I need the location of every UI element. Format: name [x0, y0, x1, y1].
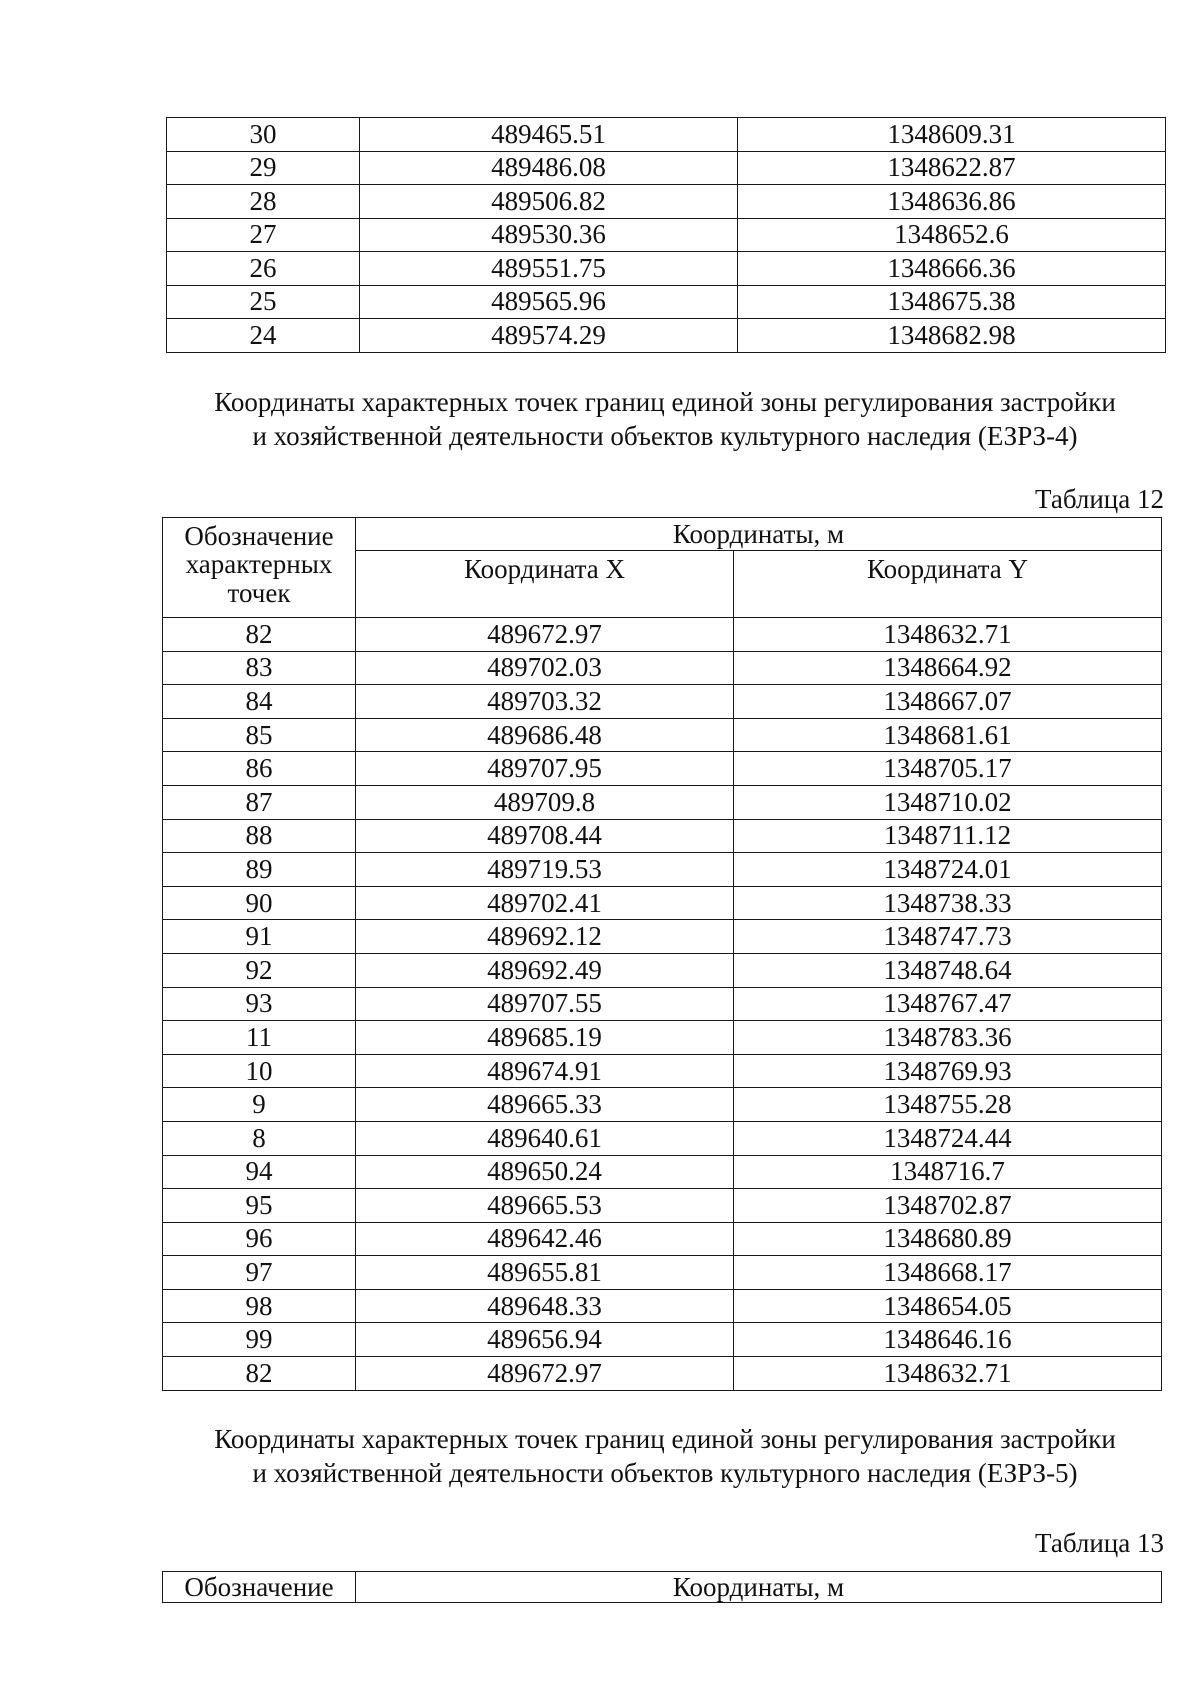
header-row — [163, 518, 1162, 551]
header-coord-x: Координата X — [356, 551, 734, 618]
header-designation: Обозначение — [163, 1572, 356, 1603]
coord-x-cell: 489655.81 — [356, 1256, 734, 1290]
table-row — [163, 1054, 1162, 1088]
header-coordinates: Координаты, м — [356, 1572, 1162, 1603]
coord-x-cell: 489709.8 — [356, 785, 734, 819]
ezrz4-caption — [160, 385, 1170, 453]
coord-y-cell: 1348646.16 — [734, 1323, 1162, 1357]
coord-y-cell: 1348724.01 — [734, 853, 1162, 887]
point-id-cell: 99 — [163, 1323, 356, 1357]
table-row — [163, 618, 1162, 652]
coord-x-cell: 489665.33 — [356, 1088, 734, 1122]
table-row — [163, 1357, 1162, 1391]
point-id-cell: 84 — [163, 685, 356, 719]
table-row — [163, 651, 1162, 685]
point-id-cell: 86 — [163, 752, 356, 786]
ezrz4-coordinates-table — [162, 517, 1162, 1391]
ezrz4-caption-line1: Координаты характерных точек границ единой зоны регулирования застройки — [214, 387, 1116, 417]
coord-y-cell: 1348636.86 — [738, 185, 1166, 219]
coord-x-cell: 489692.49 — [356, 953, 734, 987]
table-row — [163, 1155, 1162, 1189]
coord-x-cell: 489703.32 — [356, 685, 734, 719]
table-row — [163, 920, 1162, 954]
table-row — [167, 285, 1166, 319]
coord-x-cell: 489650.24 — [356, 1155, 734, 1189]
header-coordinates: Координаты, м — [356, 518, 1162, 551]
point-id-cell: 25 — [167, 285, 360, 319]
coord-x-cell: 489702.41 — [356, 886, 734, 920]
point-id-cell: 93 — [163, 987, 356, 1021]
point-id-cell: 94 — [163, 1155, 356, 1189]
point-id-cell: 91 — [163, 920, 356, 954]
coord-x-cell: 489708.44 — [356, 819, 734, 853]
point-id-cell: 88 — [163, 819, 356, 853]
ezrz5-caption-line2: и хозяйственной деятельности объектов культурного наследия (ЕЗРЗ-5) — [252, 1458, 1078, 1488]
table-row — [163, 1021, 1162, 1055]
table-row — [163, 1222, 1162, 1256]
point-id-cell: 96 — [163, 1222, 356, 1256]
coord-y-cell: 1348748.64 — [734, 953, 1162, 987]
point-id-cell: 89 — [163, 853, 356, 887]
table-12-label: Таблица 12 — [1035, 484, 1164, 514]
point-id-cell: 26 — [167, 252, 360, 286]
coord-y-cell: 1348716.7 — [734, 1155, 1162, 1189]
table-row — [163, 1189, 1162, 1223]
coord-x-cell: 489685.19 — [356, 1021, 734, 1055]
table-row — [163, 953, 1162, 987]
coord-x-cell: 489707.55 — [356, 987, 734, 1021]
table-row — [167, 319, 1166, 353]
coord-y-cell: 1348680.89 — [734, 1222, 1162, 1256]
coord-x-cell: 489486.08 — [360, 151, 738, 185]
ezrz4-caption-line2: и хозяйственной деятельности объектов культурного наследия (ЕЗРЗ-4) — [252, 421, 1078, 451]
point-id-cell: 87 — [163, 785, 356, 819]
point-id-cell: 90 — [163, 886, 356, 920]
table-row — [163, 1121, 1162, 1155]
coord-y-cell: 1348747.73 — [734, 920, 1162, 954]
coord-y-cell: 1348652.6 — [738, 218, 1166, 252]
coord-x-cell: 489686.48 — [356, 718, 734, 752]
table-row — [163, 987, 1162, 1021]
coord-y-cell: 1348632.71 — [734, 618, 1162, 652]
table-row — [167, 118, 1166, 152]
point-id-cell: 83 — [163, 651, 356, 685]
coord-y-cell: 1348705.17 — [734, 752, 1162, 786]
ezrz5-caption-line1: Координаты характерных точек границ единой зоны регулирования застройки — [214, 1424, 1116, 1454]
table-row — [163, 819, 1162, 853]
coord-x-cell: 489656.94 — [356, 1323, 734, 1357]
ezrz4-table-body — [163, 618, 1162, 1391]
coord-x-cell: 489506.82 — [360, 185, 738, 219]
coord-x-cell: 489707.95 — [356, 752, 734, 786]
point-id-cell: 29 — [167, 151, 360, 185]
point-id-cell: 9 — [163, 1088, 356, 1122]
coord-y-cell: 1348767.47 — [734, 987, 1162, 1021]
table-row — [163, 785, 1162, 819]
point-id-cell: 82 — [163, 618, 356, 652]
coord-x-cell: 489674.91 — [356, 1054, 734, 1088]
coord-y-cell: 1348755.28 — [734, 1088, 1162, 1122]
coord-y-cell: 1348710.02 — [734, 785, 1162, 819]
point-id-cell: 8 — [163, 1121, 356, 1155]
table-row — [163, 685, 1162, 719]
table-row — [163, 1323, 1162, 1357]
table-row — [163, 1088, 1162, 1122]
table-row — [167, 151, 1166, 185]
coord-x-cell: 489565.96 — [360, 285, 738, 319]
coord-x-cell: 489465.51 — [360, 118, 738, 152]
point-id-cell: 92 — [163, 953, 356, 987]
coord-x-cell: 489702.03 — [356, 651, 734, 685]
table-row — [163, 886, 1162, 920]
header-designation: Обозначение характерных точек — [163, 518, 356, 618]
coord-y-cell: 1348681.61 — [734, 718, 1162, 752]
coord-x-cell: 489530.36 — [360, 218, 738, 252]
coord-y-cell: 1348664.92 — [734, 651, 1162, 685]
coord-x-cell: 489551.75 — [360, 252, 738, 286]
table-row — [163, 752, 1162, 786]
coord-x-cell: 489648.33 — [356, 1289, 734, 1323]
table-row — [163, 853, 1162, 887]
table-row — [163, 1256, 1162, 1290]
top-coordinates-table — [166, 117, 1166, 353]
point-id-cell: 27 — [167, 218, 360, 252]
coord-x-cell: 489665.53 — [356, 1189, 734, 1223]
coord-y-cell: 1348666.36 — [738, 252, 1166, 286]
top-coordinates-table-body — [167, 118, 1166, 353]
point-id-cell: 82 — [163, 1357, 356, 1391]
coord-x-cell: 489672.97 — [356, 618, 734, 652]
table-row — [163, 718, 1162, 752]
ezrz5-caption — [160, 1422, 1170, 1490]
ezrz5-coordinates-table — [162, 1571, 1162, 1603]
coord-y-cell: 1348724.44 — [734, 1121, 1162, 1155]
coord-x-cell: 489692.12 — [356, 920, 734, 954]
coord-y-cell: 1348783.36 — [734, 1021, 1162, 1055]
table-row — [167, 252, 1166, 286]
table-row — [163, 1289, 1162, 1323]
table-row — [167, 185, 1166, 219]
point-id-cell: 30 — [167, 118, 360, 152]
coord-y-cell: 1348668.17 — [734, 1256, 1162, 1290]
table-13-label: Таблица 13 — [1035, 1528, 1164, 1558]
point-id-cell: 97 — [163, 1256, 356, 1290]
coord-x-cell: 489672.97 — [356, 1357, 734, 1391]
coord-y-cell: 1348738.33 — [734, 886, 1162, 920]
coord-x-cell: 489574.29 — [360, 319, 738, 353]
table-row — [167, 218, 1166, 252]
coord-y-cell: 1348702.87 — [734, 1189, 1162, 1223]
coord-y-cell: 1348667.07 — [734, 685, 1162, 719]
point-id-cell: 10 — [163, 1054, 356, 1088]
point-id-cell: 11 — [163, 1021, 356, 1055]
point-id-cell: 98 — [163, 1289, 356, 1323]
coord-x-cell: 489719.53 — [356, 853, 734, 887]
header-row — [163, 1572, 1162, 1603]
coord-y-cell: 1348622.87 — [738, 151, 1166, 185]
ezrz4-table-header — [163, 518, 1162, 618]
coord-y-cell: 1348609.31 — [738, 118, 1166, 152]
point-id-cell: 28 — [167, 185, 360, 219]
coord-y-cell: 1348654.05 — [734, 1289, 1162, 1323]
point-id-cell: 95 — [163, 1189, 356, 1223]
coord-y-cell: 1348675.38 — [738, 285, 1166, 319]
coord-x-cell: 489640.61 — [356, 1121, 734, 1155]
coord-y-cell: 1348711.12 — [734, 819, 1162, 853]
point-id-cell: 85 — [163, 718, 356, 752]
coord-y-cell: 1348632.71 — [734, 1357, 1162, 1391]
point-id-cell: 24 — [167, 319, 360, 353]
coord-y-cell: 1348682.98 — [738, 319, 1166, 353]
coord-y-cell: 1348769.93 — [734, 1054, 1162, 1088]
header-coord-y: Координата Y — [734, 551, 1162, 618]
coord-x-cell: 489642.46 — [356, 1222, 734, 1256]
